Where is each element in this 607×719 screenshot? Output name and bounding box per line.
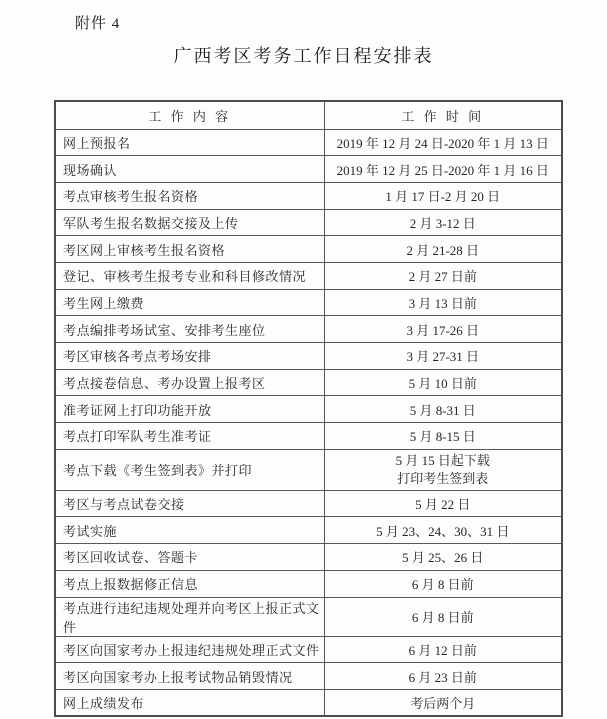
work-time-cell: 2 月 27 日前	[324, 262, 562, 289]
work-content-cell: 考点下载《考生签到表》并打印	[55, 449, 324, 490]
table-row	[55, 517, 562, 544]
work-time-cell: 2019 年 12 月 25 日-2020 年 1 月 16 日	[324, 156, 562, 183]
work-content-cell: 网上成绩发布	[55, 689, 324, 716]
work-time-cell: 6 月 8 日前	[324, 597, 562, 636]
table-row	[55, 396, 562, 423]
work-time-cell: 考后两个月	[324, 689, 562, 716]
work-content-cell: 现场确认	[55, 156, 324, 183]
work-content-cell: 登记、审核考生报考专业和科目修改情况	[55, 262, 324, 289]
table-row	[55, 689, 562, 716]
work-time-line: 打印考生签到表	[397, 470, 489, 486]
table-row	[55, 570, 562, 597]
page-title: 广西考区考务工作日程安排表	[173, 46, 434, 66]
table-row	[55, 544, 562, 571]
work-time-cell	[324, 449, 562, 490]
work-content-cell: 考点审核考生报名资格	[55, 182, 324, 209]
work-content-cell: 考区网上审核考生报名资格	[55, 236, 324, 263]
work-time-cell: 5 月 23、24、30、31 日	[324, 517, 562, 544]
table-row	[55, 262, 562, 289]
table-row	[55, 343, 562, 370]
work-content-cell: 考点上报数据修正信息	[55, 570, 324, 597]
work-content-cell: 考点编排考场试室、安排考生座位	[55, 316, 324, 343]
work-time-cell: 5 月 10 日前	[324, 369, 562, 396]
table-row	[55, 663, 562, 690]
work-time-cell: 2 月 21-28 日	[324, 236, 562, 263]
column-header-work-content: 工 作 内 容	[55, 101, 324, 129]
work-content-cell: 考区向国家考办上报考试物品销毁情况	[55, 663, 324, 690]
table-row	[55, 636, 562, 663]
table-row	[55, 156, 562, 183]
work-content-cell: 考点打印军队考生准考证	[55, 423, 324, 450]
work-content-cell: 考区审核各考点考场安排	[55, 343, 324, 370]
table-row	[55, 490, 562, 517]
work-time-cell: 5 月 25、26 日	[324, 544, 562, 571]
table-row	[55, 289, 562, 316]
table-row	[55, 316, 562, 343]
table-row	[55, 129, 562, 156]
work-content-cell: 考区回收试卷、答题卡	[55, 544, 324, 571]
table-row	[55, 209, 562, 236]
work-time-cell: 2 月 3-12 日	[324, 209, 562, 236]
work-content-cell: 考点接卷信息、考办设置上报考区	[55, 369, 324, 396]
work-time-cell: 3 月 27-31 日	[324, 343, 562, 370]
work-content-cell: 准考证网上打印功能开放	[55, 396, 324, 423]
work-time-cell: 3 月 13 日前	[324, 289, 562, 316]
work-time-cell: 6 月 12 日前	[324, 636, 562, 663]
work-content-cell: 考区向国家考办上报违纪违规处理正式文件	[55, 636, 324, 663]
work-content-cell: 军队考生报名数据交接及上传	[55, 209, 324, 236]
table-row	[55, 369, 562, 396]
work-time-cell: 1 月 17 日-2 月 20 日	[324, 182, 562, 209]
table-header-row	[55, 101, 562, 129]
work-content-cell: 考区与考点试卷交接	[55, 490, 324, 517]
table-row	[55, 423, 562, 450]
work-content-cell: 考点进行违纪违规处理并向考区上报正式文件	[55, 597, 324, 636]
work-time-cell: 2019 年 12 月 24 日-2020 年 1 月 13 日	[324, 129, 562, 156]
work-time-cell: 5 月 8-31 日	[324, 396, 562, 423]
work-time-cell: 5 月 22 日	[324, 490, 562, 517]
table-row	[55, 449, 562, 490]
table-row	[55, 182, 562, 209]
table-row	[55, 236, 562, 263]
work-time-cell: 5 月 8-15 日	[324, 423, 562, 450]
work-time-cell: 6 月 8 日前	[324, 570, 562, 597]
work-time-cell: 3 月 17-26 日	[324, 316, 562, 343]
work-time-line: 5 月 15 日起下载	[395, 452, 490, 468]
work-content-cell: 考生网上缴费	[55, 289, 324, 316]
work-time-cell: 6 月 23 日前	[324, 663, 562, 690]
schedule-table-body	[55, 129, 562, 716]
work-content-cell: 考试实施	[55, 517, 324, 544]
schedule-table	[54, 100, 563, 717]
table-row	[55, 597, 562, 636]
column-header-work-time: 工 作 时 间	[324, 101, 562, 129]
work-content-cell: 网上预报名	[55, 129, 324, 156]
attachment-label: 附件 4	[75, 16, 121, 32]
